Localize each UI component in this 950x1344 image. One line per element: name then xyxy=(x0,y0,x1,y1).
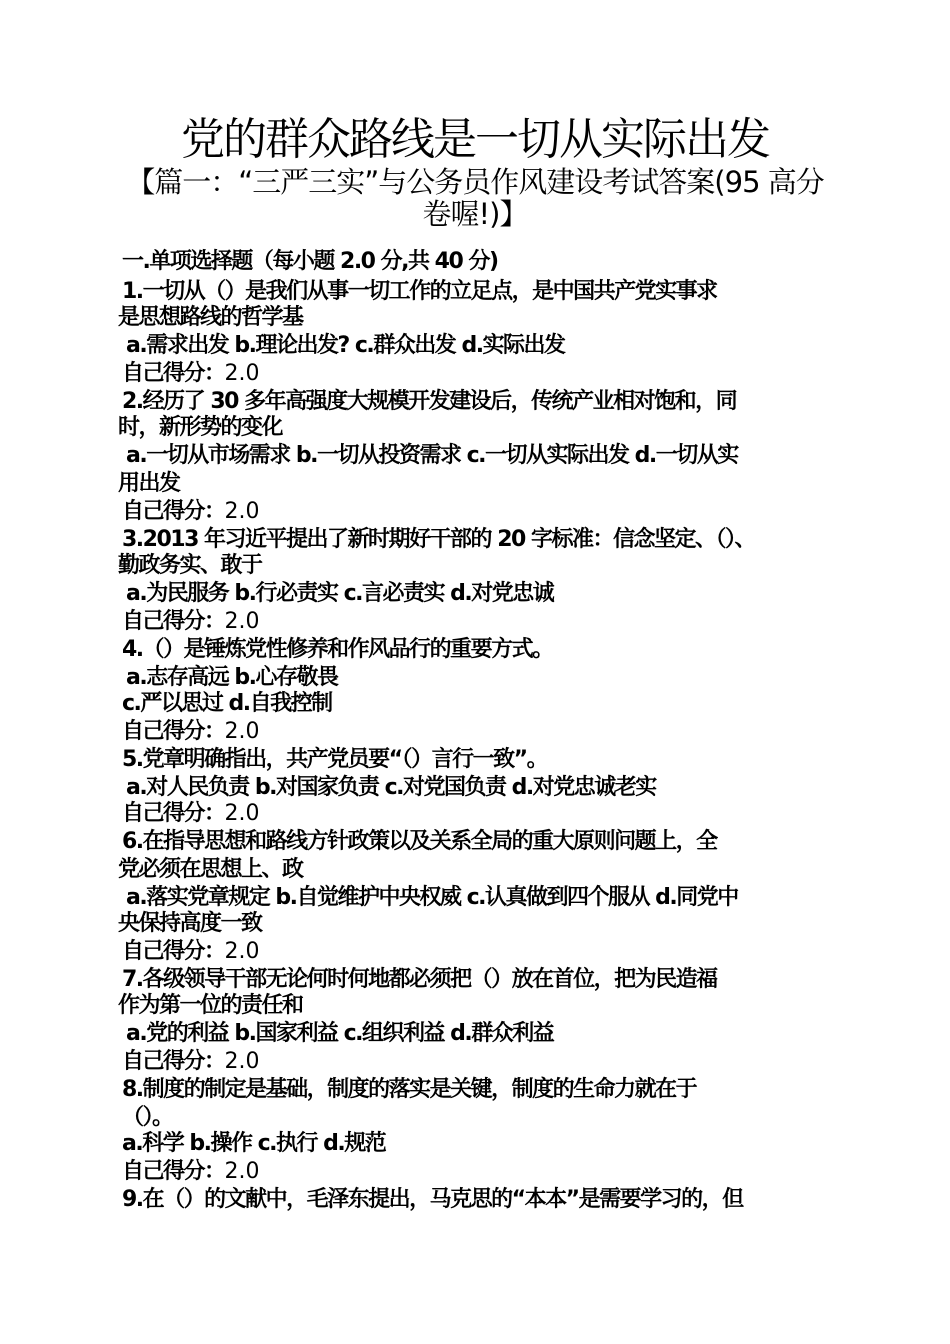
question-6-score xyxy=(122,938,260,965)
question-1-score xyxy=(122,360,260,387)
score-label: 自己得分： xyxy=(122,1049,225,1074)
score-value: 2.0 xyxy=(224,499,260,524)
score-label: 自己得分： xyxy=(122,1159,225,1184)
question-8-text-cont: （）。 xyxy=(122,1105,173,1130)
question-1-text: 1.一切从（）是我们从事一切工作的立足点，是中国共产党实事求 xyxy=(122,279,717,304)
question-8-score xyxy=(122,1158,260,1185)
score-label: 自己得分： xyxy=(122,801,225,826)
question-1-options: a.需求出发 b.理论出发? c.群众出发 d.实际出发 xyxy=(126,333,565,358)
question-5-text: 5.党章明确指出，共产党员要“（）言行一致”。 xyxy=(122,747,548,772)
score-label: 自己得分： xyxy=(122,361,225,386)
question-5-score xyxy=(122,800,260,827)
question-6-text: 6.在指导思想和路线方针政策以及关系全局的重大原则问题上，全 xyxy=(122,829,717,854)
question-4-options: a.志存高远 b.心存敬畏 xyxy=(126,665,338,690)
document-title: 党的群众路线是一切从实际出发 xyxy=(181,114,769,165)
question-6-options: a.落实党章规定 b.自觉维护中央权威 c.认真做到四个服从 d.同党中 xyxy=(126,885,738,910)
score-value: 2.0 xyxy=(224,801,260,826)
document-subtitle-continued: 卷喔!)】 xyxy=(422,197,528,231)
question-7-text: 7.各级领导干部无论何时何地都必须把（）放在首位，把为民造福 xyxy=(122,967,717,992)
question-2-text-cont: 时，新形势的变化 xyxy=(118,415,283,440)
question-2-options: a.一切从市场需求 b.一切从投资需求 c.一切从实际出发 d.一切从实 xyxy=(126,443,738,468)
question-2-options-cont: 用出发 xyxy=(118,471,180,496)
question-8-text: 8.制度的制定是基础，制度的落实是关键，制度的生命力就在于 xyxy=(122,1077,697,1102)
question-3-text-cont: 勤政务实、敢于 xyxy=(118,553,262,578)
document-subtitle: 【篇一：“三严三实”与公务员作风建设考试答案(95 高分 xyxy=(126,165,824,199)
question-1-text-cont: 是思想路线的哲学基 xyxy=(118,305,303,330)
question-7-options: a.党的利益 b.国家利益 c.组织利益 d.群众利益 xyxy=(126,1021,554,1046)
score-label: 自己得分： xyxy=(122,719,225,744)
question-6-options-cont: 央保持高度一致 xyxy=(118,911,262,936)
question-4-score xyxy=(122,718,260,745)
question-9-text: 9.在（）的文献中，毛泽东提出，马克思的“本本”是需要学习的，但 xyxy=(122,1187,743,1212)
score-value: 2.0 xyxy=(224,939,260,964)
question-3-score xyxy=(122,608,260,635)
question-6-text-cont: 党必须在思想上、政 xyxy=(118,857,303,882)
score-value: 2.0 xyxy=(224,719,260,744)
question-2-score xyxy=(122,498,260,525)
question-7-text-cont: 作为第一位的责任和 xyxy=(118,993,303,1018)
question-4-options-cont: c.严以思过 d.自我控制 xyxy=(122,691,332,716)
score-label: 自己得分： xyxy=(122,609,225,634)
score-label: 自己得分： xyxy=(122,939,225,964)
question-3-text: 3.2013 年习近平提出了新时期好干部的 20 字标准：信念坚定、（）、 xyxy=(122,527,755,552)
question-8-options: a.科学 b.操作 c.执行 d.规范 xyxy=(122,1131,386,1156)
question-3-options: a.为民服务 b.行必责实 c.言必责实 d.对党忠诚 xyxy=(126,581,554,606)
score-value: 2.0 xyxy=(224,1049,260,1074)
score-value: 2.0 xyxy=(224,609,260,634)
question-4-text: 4.（）是锤炼党性修养和作风品行的重要方式。 xyxy=(122,637,553,662)
question-2-text: 2.经历了 30 多年高强度大规模开发建设后，传统产业相对饱和，同 xyxy=(122,389,737,414)
question-5-options: a.对人民负责 b.对国家负责 c.对党国负责 d.对党忠诚老实 xyxy=(126,775,656,800)
score-value: 2.0 xyxy=(224,361,260,386)
question-7-score xyxy=(122,1048,260,1075)
score-label: 自己得分： xyxy=(122,499,225,524)
score-value: 2.0 xyxy=(224,1159,260,1184)
section-heading: 一.单项选择题（每小题 2.0 分,共 40 分) xyxy=(122,249,498,274)
